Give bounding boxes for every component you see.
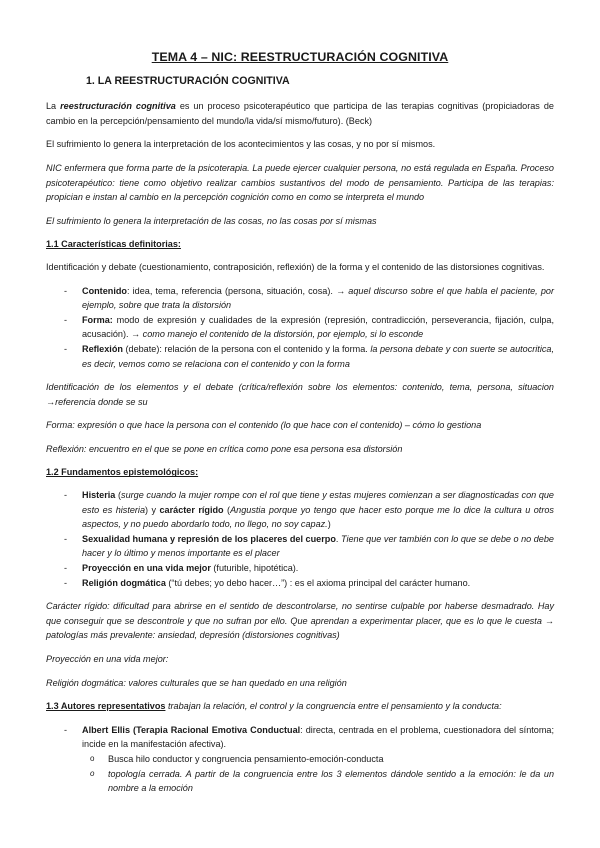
section-heading-1-1: 1.1 Características definitorias: <box>46 239 181 250</box>
authors-list <box>46 723 554 796</box>
list-item: - Reflexión (debate): relación de la persona con el contenido y la forma. la persona debate y con suerte se autocritica, es decir, vemos como se relaciona con el contenido y con la forma <box>46 342 554 371</box>
sub-list <box>46 752 554 796</box>
list-item: - Forma: modo de expresión y cualidades de la expresión (represión, contradicción, perseverancia, fijación, culpa, acusación). → como manejo el contenido de la distorsión, por ejemplo, si lo esconde <box>46 313 554 342</box>
list-item: - Proyección en una vida mejor (futurible, hipotética). <box>46 561 554 576</box>
text: es un proceso psicoterapéutico que participa de las terapias cognitivas (propiciadoras de cambio en la percepción/pensamiento del mundo/la vida/sí mismo/futuro). (Beck) <box>46 101 554 126</box>
sub-list-item: o Busca hilo conductor y congruencia pensamiento-emoción-conducta <box>46 752 554 767</box>
list-item: - Albert Ellis (Terapia Racional Emotiva Conductual: directa, centrada en el problema, cuestionadora del síntoma; incide en la manifestación afectiva). o Busca hilo conductor y congruencia pensamiento-emoción-conducta o topología cerrada. A partir de la congruencia entre los 3 elementos dándole sentido a la emoción: le da un nombre a la emoción <box>46 723 554 796</box>
paragraph-authors <box>46 699 554 714</box>
sub-list-item: o topología cerrada. A partir de la congruencia entre los 3 elementos dándole sentido a la emoción: le da un nombre a la emoción <box>46 767 554 796</box>
list-item: - Religión dogmática (“tú debes; yo debo hacer…”) : es el axioma principal del carácter humano. <box>46 576 554 591</box>
paragraph-intro <box>46 99 554 128</box>
section-heading-1-2: 1.2 Fundamentos epistemológicos: <box>46 467 199 478</box>
characteristics-list <box>46 284 554 372</box>
foundations-list <box>46 488 554 590</box>
section-heading-1: 1. LA REESTRUCTURACIÓN COGNITIVA <box>86 74 290 87</box>
document-title: TEMA 4 – NIC: REESTRUCTURACIÓN COGNITIVA <box>151 50 449 64</box>
paragraph-characteristics: Identificación y debate (cuestionamiento, contraposición, reflexión) de la forma y el contenido de las distorsiones cognitivas. <box>46 261 545 272</box>
paragraph-suffering: El sufrimiento lo genera la interpretación de los acontecimientos y las cosas, y no por sí mismos. <box>46 139 436 150</box>
note-forma: Forma: expresión o que hace la persona con el contenido (lo que hace con el contenido) – cómo lo gestiona <box>46 420 482 431</box>
list-item: - Histeria (surge cuando la mujer rompe con el rol que tiene y estas mujeres comienzan a ser diagnosticadas con que esto es histeria) y carácter rígido (Angustia porque yo tengo que hacer esto porque me lo dice la cultura u otros aspectos, y no puedo abordarlo todo, no llego, no soy capaz.) <box>46 488 554 532</box>
text: trabajan la relación, el control y la congruencia entre el pensamiento y la conducta: <box>165 701 502 712</box>
list-item: - Sexualidad humana y represión de los placeres del cuerpo. Tiene que ver también con lo que se debe o no debe hacer y lo último y menos importante es el placer <box>46 532 554 561</box>
note-reflexion: Reflexión: encuentro en el que se pone en crítica como pone esa persona esa distorsión <box>46 443 403 454</box>
note-rigid-character: Carácter rígido: dificultad para abrirse en el sentido de descontrolarse, no sentirse culpable por haberse desmadrado. Hay que conseguir que se descontrole y que no sufran por ello. Que aprendan a experimentar placer, que es lo que le cuesta → patologías más prevalente: ansiedad, depresión (distorsiones cognitivas) <box>46 601 554 641</box>
list-item: - Contenido: idea, tema, referencia (persona, situación, cosa). → aquel discurso sobre el que habla el paciente, por ejemplo, sobre que trata la distorsión <box>46 284 554 313</box>
section-heading-1-3: 1.3 Autores representativos <box>46 701 166 712</box>
text: La <box>46 101 61 112</box>
note-identification: Identificación de los elementos y el debate (crítica/reflexión sobre los elementos: contenido, tema, persona, situacion →referencia donde se su <box>46 382 554 407</box>
paragraph-nic-note: NIC enfermera que forma parte de la psicoterapia. La puede ejercer cualquier persona, no está regulada en España. Proceso psicoterapéutico: tiene como objetivo realizar cambios sustantivos del modo de pensamiento. Participa de las terapias: propician e instan al cambio en la percepción cognición como en como se interpreta el mundo <box>46 162 554 203</box>
note-projection: Proyección en una vida mejor: <box>46 654 169 664</box>
note-religion: Religión dogmática: valores culturales que se han quedado en una religión <box>46 677 347 688</box>
paragraph-suffering-note: El sufrimiento lo genera la interpretación de las cosas, no las cosas por sí mismas <box>46 215 377 226</box>
key-term: reestructuración cognitiva <box>60 101 176 112</box>
